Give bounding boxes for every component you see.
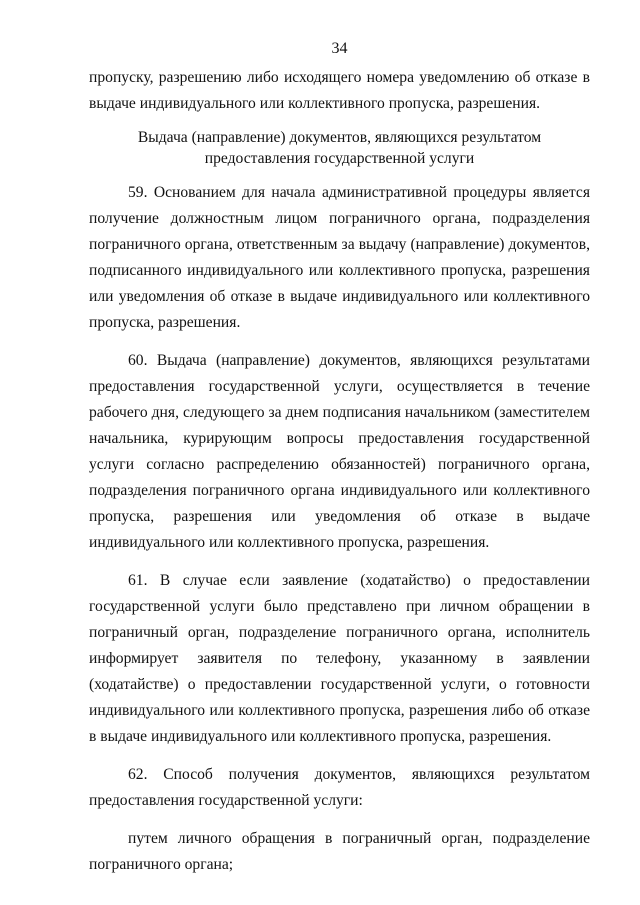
paragraph-62: 62. Способ получения документов, являющихся результатом предоставления государственной услуги: — [89, 766, 590, 809]
continuation-paragraph: пропуску, разрешению либо исходящего номера уведомлению об отказе в выдаче индивидуального или коллективного пропуска, разрешения. — [89, 69, 590, 112]
paragraph-61: 61. В случае если заявление (ходатайство) о предоставлении государственной услуги было представлено при личном обращении в пограничный орган, подразделение пограничного органа, исполнитель информирует заявителя по телефону, указанному в заявлении (ходатайстве) о предоставлении государственной услуги, о готовности индивидуального или коллективного пропуска, разрешения либо об отказе в выдаче индивидуального или коллективного пропуска, разрешения. — [89, 572, 590, 745]
paragraph-59: 59. Основанием для начала административной процедуры является получение должностным лицом пограничного органа, подразделения пограничного органа, ответственным за выдачу (направление) документов, подписанного индивидуального или коллективного пропуска, разрешения или уведомления об отказе в выдаче индивидуального или коллективного пропуска, разрешения. — [89, 184, 590, 331]
paragraph-62-item-personal: путем личного обращения в пограничный орган, подразделение пограничного органа; — [89, 830, 590, 873]
section-heading — [89, 127, 590, 169]
paragraph-60: 60. Выдача (направление) документов, являющихся результатами предоставления государственной услуги, осуществляется в течение рабочего дня, следующего за днем подписания начальником (заместителем начальника, курирующим вопросы предоставления государственной услуги согласно распределению обязанностей) пограничного органа, подразделения пограничного органа индивидуального или коллективного пропуска, разрешения или уведомления об отказе в выдаче индивидуального или коллективного пропуска, разрешения. — [89, 352, 590, 551]
page-number: 34 — [331, 40, 348, 57]
section-heading-line-2: предоставления государственной услуги — [204, 150, 475, 167]
section-heading-line-1: Выдача (направление) документов, являющихся результатом — [137, 129, 542, 146]
